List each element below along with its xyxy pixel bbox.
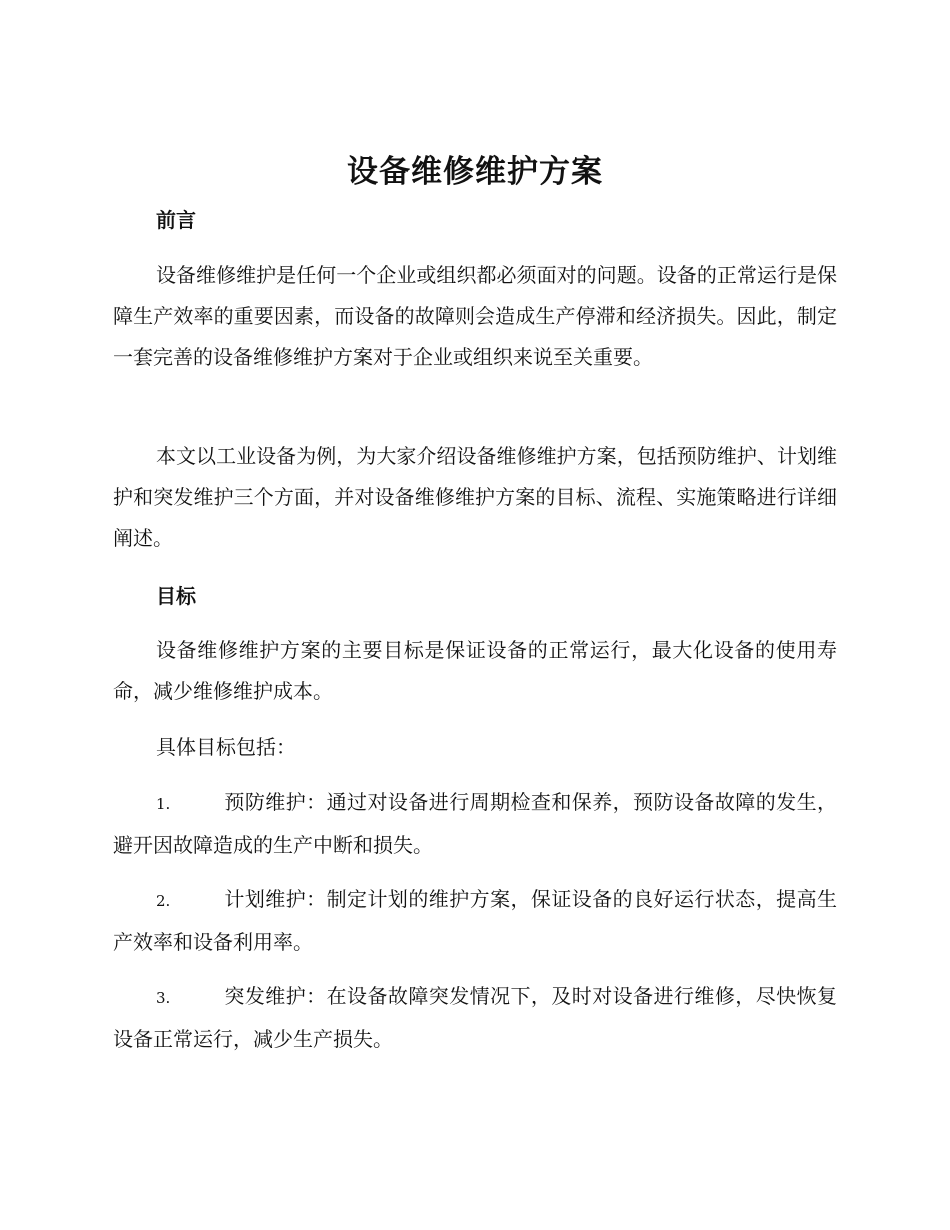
goals-paragraph: 设备维修维护方案的主要目标是保证设备的正常运行，最大化设备的使用寿命，减少维修维护成本。 xyxy=(113,638,837,703)
preface-paragraph: 设备维修维护是任何一个企业或组织都必须面对的问题。设备的正常运行是保障生产效率的重要因素，而设备的故障则会造成生产停滞和经济损失。因此，制定一套完善的设备维修维护方案对于企业或组织来说至关重要。 xyxy=(113,263,837,369)
section-heading-goals: 目标 xyxy=(156,584,196,608)
list-item-text: 突发维护：在设备故障突发情况下，及时对设备进行维修，尽快恢复设备正常运行，减少生产损失。 xyxy=(113,984,837,1051)
section-heading-preface: 前言 xyxy=(156,208,196,232)
list-number: 2. xyxy=(156,892,171,910)
list-item-text: 计划维护：制定计划的维护方案，保证设备的良好运行状态，提高生产效率和设备利用率。 xyxy=(113,887,837,954)
goal-list-item xyxy=(113,782,837,866)
preface-paragraph: 本文以工业设备为例，为大家介绍设备维修维护方案，包括预防维护、计划维护和突发维护三个方面，并对设备维修维护方案的目标、流程、实施策略进行详细阐述。 xyxy=(113,444,837,550)
goal-list-item xyxy=(113,976,837,1060)
list-number: 3. xyxy=(156,989,171,1007)
list-item-text: 预防维护：通过对设备进行周期检查和保养，预防设备故障的发生，避开因故障造成的生产中断和损失。 xyxy=(113,790,837,857)
document-title: 设备维修维护方案 xyxy=(347,154,603,190)
goals-intro: 具体目标包括： xyxy=(156,735,296,759)
list-number: 1. xyxy=(156,795,171,813)
goal-list-item xyxy=(113,879,837,963)
